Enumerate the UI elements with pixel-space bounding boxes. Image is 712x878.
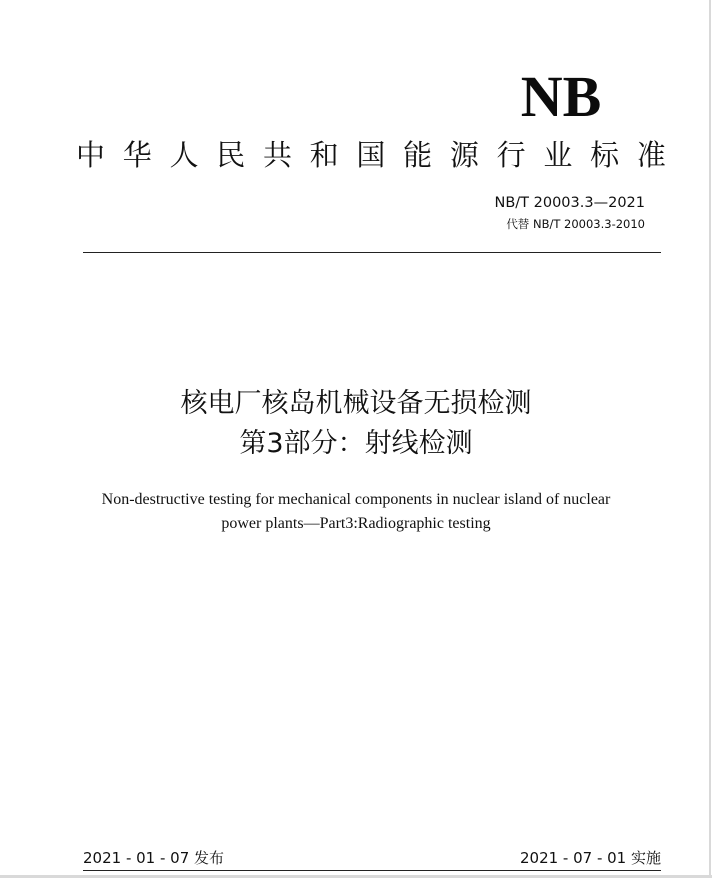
organization-char: 业 xyxy=(543,138,573,172)
chinese-title-line-1: 核电厂核岛机械设备无损检测 xyxy=(180,388,532,419)
implementation-date: 2021 - 07 - 01 实施 xyxy=(519,849,661,867)
english-title xyxy=(60,488,652,536)
organization-char: 人 xyxy=(169,138,199,172)
organization-char: 华 xyxy=(122,138,152,172)
organization-char: 标 xyxy=(590,138,620,172)
header-divider xyxy=(83,252,661,253)
english-title-line-2: power plants—Part3:Radiographic testing xyxy=(221,515,491,532)
organization-char: 共 xyxy=(262,138,292,172)
organization-char: 民 xyxy=(216,138,246,172)
page-edge-right xyxy=(709,0,711,878)
footer-divider xyxy=(83,870,661,871)
english-title-line-1: Non-destructive testing for mechanical components in nuclear island of nuclear xyxy=(101,491,611,508)
nb-logo: NB xyxy=(520,64,602,129)
standard-number: NB/T 20003.3—2021 xyxy=(494,195,645,211)
chinese-title xyxy=(60,384,652,464)
organization-name xyxy=(76,133,666,177)
organization-char: 能 xyxy=(403,138,433,172)
organization-char: 和 xyxy=(309,138,339,172)
organization-char: 中 xyxy=(76,138,106,172)
organization-char: 国 xyxy=(356,138,386,172)
issue-date: 2021 - 01 - 07 发布 xyxy=(83,849,225,867)
organization-char: 准 xyxy=(636,138,666,172)
organization-char: 源 xyxy=(449,138,479,172)
replaces-standard: 代替 NB/T 20003.3-2010 xyxy=(506,217,645,231)
organization-char: 行 xyxy=(496,138,526,172)
chinese-title-line-2: 第3部分：射线检测 xyxy=(239,428,473,459)
